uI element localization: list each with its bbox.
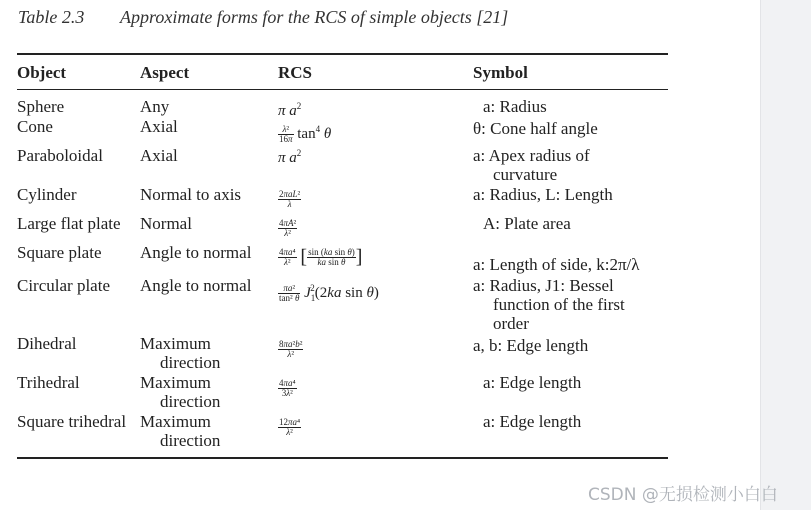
row-symbol: a: Radius, J1: Bessel bbox=[473, 276, 614, 295]
header-rcs: RCS bbox=[278, 63, 313, 82]
rcs-flat-plate: $\frac{\text{4πA²}}{\text{λ²}}$ bbox=[279, 218, 297, 238]
rcs-circular-plate: $\frac{\text{πa²}}{\text{tan² θ}}$ $J_1^2(2ka$ sin θ) bbox=[279, 283, 379, 304]
row-aspect: Maximum bbox=[140, 412, 211, 431]
row-symbol: a: Radius bbox=[483, 97, 547, 116]
row-symbol: A: Plate area bbox=[483, 214, 571, 233]
rcs-cylinder: $\frac{\text{2πaL²}}{\lambda}$ bbox=[279, 189, 301, 209]
rcs-square-trihedral: $\frac{\text{12πa⁴}}{\text{λ²}}$ bbox=[279, 417, 301, 437]
bottom-rule bbox=[17, 457, 668, 459]
rcs-paraboloidal: π $a^2$ bbox=[278, 148, 302, 166]
row-symbol: a: Edge length bbox=[483, 373, 582, 392]
table-caption bbox=[18, 7, 508, 28]
row-aspect-cont: direction bbox=[160, 431, 221, 450]
rcs-dihedral: $\frac{\text{8πa²b²}}{\text{λ²}}$ bbox=[279, 339, 303, 359]
table-number: Table 2.3 bbox=[18, 7, 85, 27]
row-object: Dihedral bbox=[17, 334, 77, 353]
header-object: Object bbox=[17, 63, 67, 82]
row-symbol-cont: function of the first bbox=[493, 295, 625, 314]
row-object: Circular plate bbox=[17, 276, 110, 295]
row-object: Cylinder bbox=[17, 185, 77, 204]
row-symbol: a, b: Edge length bbox=[473, 336, 589, 355]
watermark: CSDN @无损检测小白白 bbox=[588, 485, 778, 505]
row-aspect-cont: direction bbox=[160, 353, 221, 372]
row-aspect: Maximum bbox=[140, 334, 211, 353]
rcs-sphere: π $a^2$ bbox=[278, 101, 302, 119]
table-title: Approximate forms for the RCS of simple objects [21] bbox=[120, 7, 509, 27]
header-rule bbox=[17, 89, 668, 90]
top-rule bbox=[17, 53, 668, 55]
row-symbol: a: Length of side, k:2π/λ bbox=[473, 255, 640, 274]
row-object: Large flat plate bbox=[17, 214, 121, 233]
rcs-cone: $\frac{\text{λ²}}{16\pi}$ $\tan^4 \theta$ bbox=[279, 124, 332, 145]
row-aspect: Angle to normal bbox=[140, 243, 252, 262]
row-aspect: Axial bbox=[140, 146, 178, 165]
row-symbol: a: Radius, L: Length bbox=[473, 185, 613, 204]
row-object: Trihedral bbox=[17, 373, 80, 392]
row-symbol: a: Edge length bbox=[483, 412, 582, 431]
row-object: Paraboloidal bbox=[17, 146, 103, 165]
row-object: Square trihedral bbox=[17, 412, 127, 431]
row-symbol: θ: Cone half angle bbox=[473, 119, 598, 138]
row-object: Square plate bbox=[17, 243, 102, 262]
rcs-square-plate: $\frac{\text{4πa⁴}}{\text{λ²}}$ [ $\frac{\text{sin (ka sin θ)}}{\text{ka sin θ}}$ ] bbox=[279, 246, 363, 268]
row-aspect: Axial bbox=[140, 117, 178, 136]
row-aspect-cont: direction bbox=[160, 392, 221, 411]
row-aspect: Normal to axis bbox=[140, 185, 242, 204]
row-object: Sphere bbox=[17, 97, 65, 116]
rcs-trihedral: $\frac{\text{4πa⁴}}{\text{3λ²}}$ bbox=[279, 378, 296, 398]
row-aspect: Angle to normal bbox=[140, 276, 252, 295]
row-aspect: Maximum bbox=[140, 373, 211, 392]
side-panel bbox=[760, 0, 811, 510]
header-aspect: Aspect bbox=[140, 63, 190, 82]
row-symbol-cont: order bbox=[493, 314, 529, 333]
row-symbol: a: Apex radius of bbox=[473, 146, 590, 165]
row-object: Cone bbox=[17, 117, 53, 136]
row-aspect: Normal bbox=[140, 214, 192, 233]
row-aspect: Any bbox=[140, 97, 170, 116]
row-symbol-cont: curvature bbox=[493, 165, 558, 184]
header-symbol: Symbol bbox=[473, 63, 528, 82]
